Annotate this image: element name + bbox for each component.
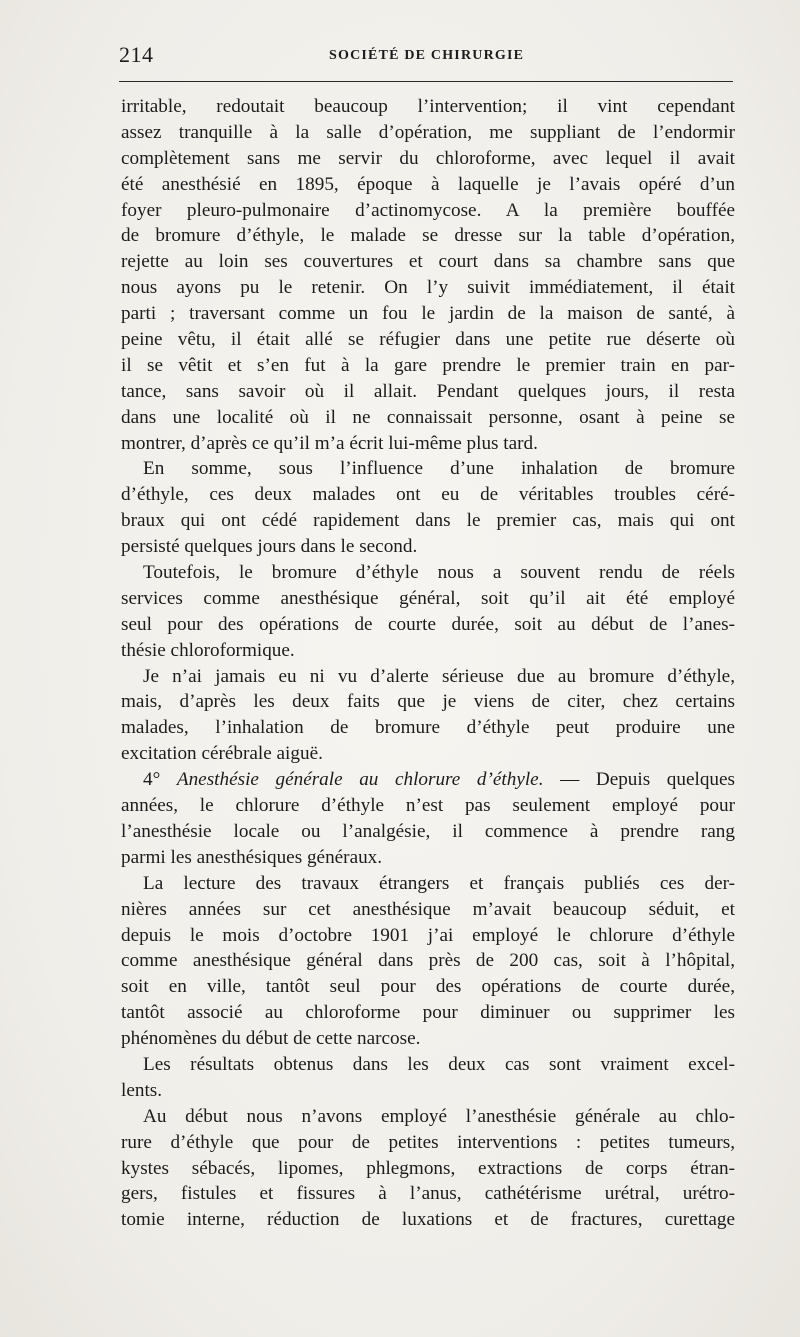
text-line: l’anesthésie locale ou l’analgésie, il commence à prendre rang bbox=[121, 820, 735, 842]
text-line: montrer, d’après ce qu’il m’a écrit lui-même plus tard. bbox=[121, 432, 538, 454]
page-header bbox=[119, 40, 733, 76]
text-line: La lecture des travaux étrangers et français publiés ces der- bbox=[143, 872, 735, 894]
text-line: phénomènes du début de cette narcose. bbox=[121, 1028, 421, 1050]
text-line: seul pour des opérations de courte durée, soit au début de l’anes- bbox=[121, 613, 735, 635]
text-line: parti ; traversant comme un fou le jardin de la maison de santé, à bbox=[121, 303, 735, 325]
text-line: irritable, redoutait beaucoup l’intervention; il vint cependant bbox=[121, 96, 735, 117]
text-line: parmi les anesthésiques généraux. bbox=[121, 846, 383, 868]
text-line: depuis le mois d’octobre 1901 j’ai employé le chlorure d’éthyle bbox=[121, 924, 735, 946]
text-line: tomie interne, réduction de luxations et de fractures, curettage bbox=[121, 1209, 735, 1231]
text-line: excitation cérébrale aiguë. bbox=[121, 743, 323, 765]
text-line: Au début nous n’avons employé l’anesthésie générale au chlo- bbox=[143, 1105, 735, 1127]
text-line: nous ayons pu le retenir. On l’y suivit immédiatement, il était bbox=[121, 277, 735, 299]
text-line: de bromure d’éthyle, le malade se dresse sur la table d’opération, bbox=[121, 225, 735, 247]
running-title: SOCIÉTÉ DE CHIRURGIE bbox=[329, 48, 525, 63]
text-line: lents. bbox=[121, 1079, 163, 1101]
text-line: Toutefois, le bromure d’éthyle nous a souvent rendu de réels bbox=[143, 562, 735, 584]
text-line: complètement sans me servir du chloroforme, avec lequel il avait bbox=[121, 147, 735, 169]
text-line: gers, fistules et fissures à l’anus, cathétérisme urétral, urétro- bbox=[121, 1183, 735, 1205]
text-line: mais, d’après les deux faits que je viens de citer, chez certains bbox=[121, 691, 735, 713]
body-text bbox=[121, 94, 735, 1233]
section-continuation: — Depuis quelques bbox=[560, 769, 735, 791]
section-title: Anesthésie générale au chlorure d’éthyle. bbox=[176, 769, 544, 791]
text-line: En somme, sous l’influence d’une inhalation de bromure bbox=[143, 458, 735, 480]
text-line: années, le chlorure d’éthyle n’est pas seulement employé pour bbox=[121, 795, 735, 817]
text-line: kystes sébacés, lipomes, phlegmons, extractions de corps étran- bbox=[121, 1157, 735, 1179]
text-line: braux qui ont cédé rapidement dans le premier cas, mais qui ont bbox=[121, 510, 735, 532]
text-line: peine vêtu, il était allé se réfugier dans une petite rue déserte où bbox=[121, 329, 735, 351]
text-line: tantôt associé au chloroforme pour diminuer ou supprimer les bbox=[121, 1002, 735, 1024]
text-line: comme anesthésique général dans près de 200 cas, soit à l’hôpital, bbox=[121, 950, 735, 972]
text-line: foyer pleuro-pulmonaire d’actinomycose. A la première bouffée bbox=[121, 199, 735, 221]
text-line: Les résultats obtenus dans les deux cas sont vraiment excel- bbox=[143, 1053, 735, 1075]
text-line: persisté quelques jours dans le second. bbox=[121, 536, 418, 558]
text-line: d’éthyle, ces deux malades ont eu de véritables troubles céré- bbox=[121, 484, 735, 506]
text-line: rure d’éthyle que pour de petites interventions : petites tumeurs, bbox=[121, 1131, 735, 1153]
text-line: tance, sans savoir où il allait. Pendant quelques jours, il resta bbox=[121, 380, 735, 402]
text-line: Je n’ai jamais eu ni vu d’alerte sérieuse due au bromure d’éthyle, bbox=[143, 665, 735, 687]
header-rule bbox=[119, 81, 733, 82]
section-number: 4° bbox=[143, 769, 161, 791]
page-number: 214 bbox=[119, 42, 154, 67]
text-line: été anesthésié en 1895, époque à laquelle je l’avais opéré d’un bbox=[121, 173, 735, 195]
section-heading-line bbox=[121, 767, 735, 793]
text-line: il se vêtit et s’en fut à la gare prendre le premier train en par- bbox=[121, 354, 735, 376]
text-line: soit en ville, tantôt seul pour des opérations de courte durée, bbox=[121, 976, 735, 998]
text-line: thésie chloroformique. bbox=[121, 639, 295, 661]
text-line: assez tranquille à la salle d’opération, me suppliant de l’endormir bbox=[121, 121, 735, 143]
text-line: rejette au loin ses couvertures et court dans sa chambre sans que bbox=[121, 251, 735, 273]
text-line: dans une localité où il ne connaissait personne, osant à peine se bbox=[121, 406, 735, 428]
text-line: nières années sur cet anesthésique m’avait beaucoup séduit, et bbox=[121, 898, 735, 920]
text-line: malades, l’inhalation de bromure d’éthyle peut produire une bbox=[121, 717, 735, 739]
text-line: services comme anesthésique général, soit qu’il ait été employé bbox=[121, 587, 735, 609]
